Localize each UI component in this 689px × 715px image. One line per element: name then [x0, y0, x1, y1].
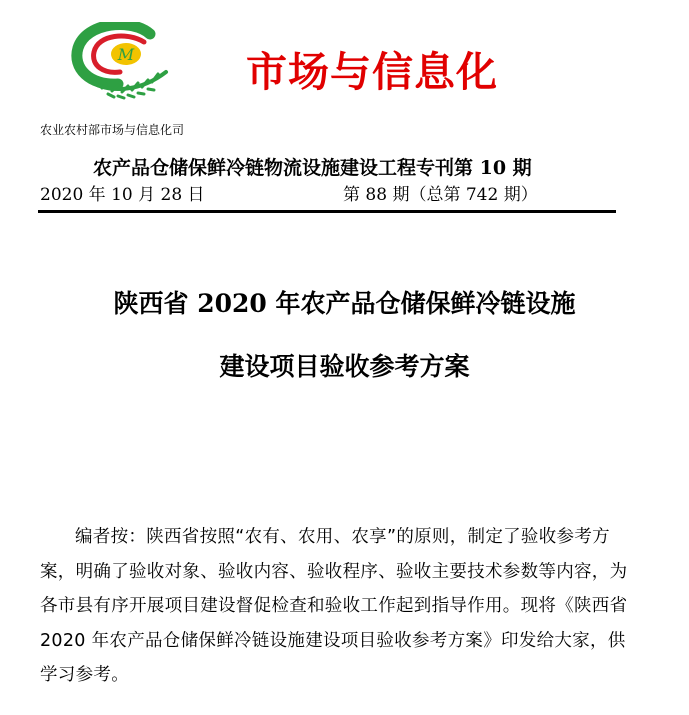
ministry-logo	[68, 22, 176, 104]
article-title-line-1: 陕西省 2020 年农产品仓储保鲜冷链设施	[113, 289, 576, 318]
editor-note: 编者按：陕西省按照“农有、农用、农享”的原则，制定了验收参考方案，明确了验收对象、验收内容、验收程序、验收主要技术参数等内容，为各市县有序开展项目建设督促检查和验收工作起到指导作用。现将《陕西省 2020 年农产品仓储保鲜冷链设施建设项目验收参考方案》印发给大家，供学习参考。	[40, 527, 628, 685]
logo-emblem-icon	[68, 22, 176, 104]
issue-number: 第 88 期（总第 742 期）	[343, 185, 538, 205]
article-title-line-2: 建设项目验收参考方案	[219, 352, 470, 381]
issue-date: 2020 年 10 月 28 日	[40, 185, 205, 205]
publisher-name: 农业农村部市场与信息化司	[40, 123, 185, 137]
masthead-title: 市场与信息化	[246, 48, 498, 96]
header-divider	[38, 210, 616, 213]
logo-letter: M	[117, 45, 135, 64]
special-issue-title: 农产品仓储保鲜冷链物流设施建设工程专刊第 10 期	[93, 157, 532, 179]
